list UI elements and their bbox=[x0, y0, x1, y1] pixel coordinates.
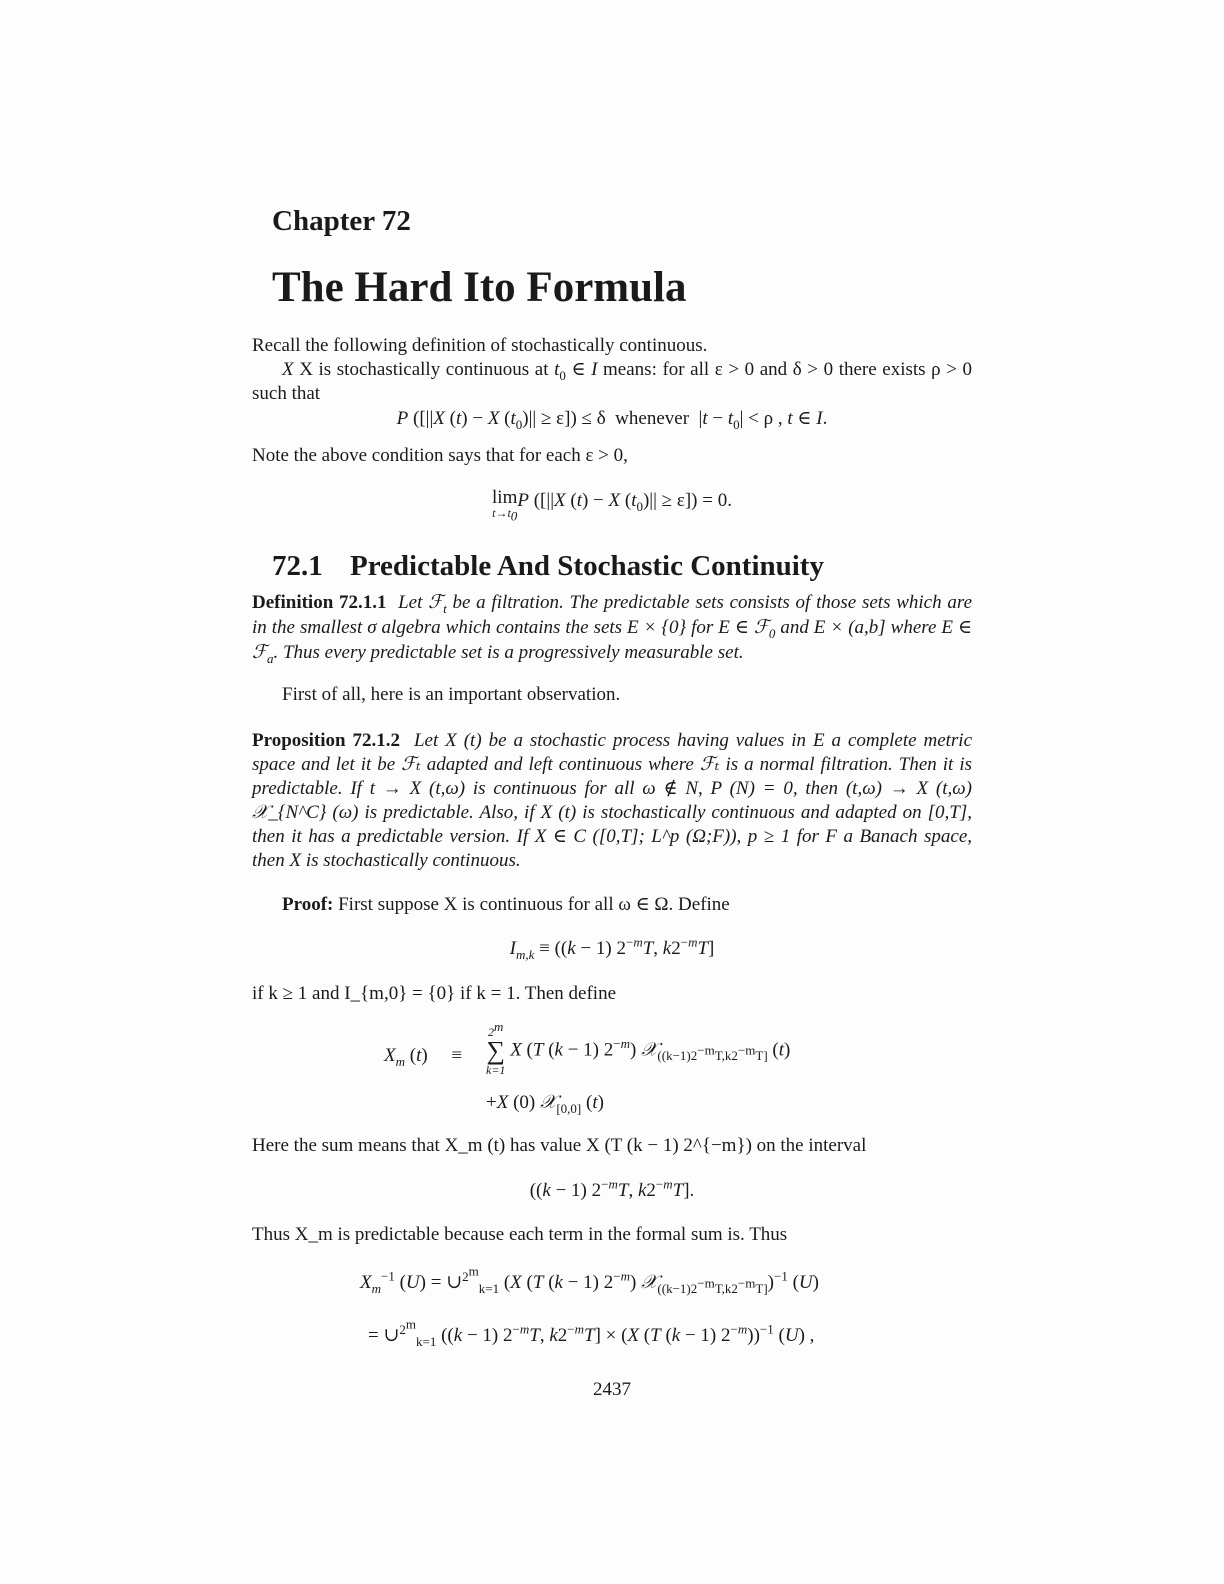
thus-line: Thus X_m is predictable because each term in the formal sum is. Thus bbox=[252, 1224, 788, 1245]
continuity-inequality: P ([||X (t) − X $(t_0)|| \ge \varepsilon]) \le \delta$ whenever $|t - t_0| < \rho$ , t ∈ I. bbox=[396, 408, 828, 432]
note-text: Note the above condition says that for each ε > 0, bbox=[252, 445, 628, 466]
interval-definition: $I_{m,k} \equiv ((k - 1)$ $2^{-m}T$, $k2^{-m}T$] bbox=[509, 934, 715, 962]
limit-operator: lim $t\to t_0$ bbox=[492, 487, 518, 524]
section-title: Predictable And Stochastic Continuity bbox=[350, 550, 824, 582]
preimage-equation-1: $X_m^{-1}$ (U) = ∪$^{2^m}_{k=1}$ (X (T (k − 1) $2^{-m}$) 𝒳$_{((k-1)2^{-m}T,k2^{-m}T]}$)$^{-1}$ (U) bbox=[360, 1263, 819, 1296]
definition-label: Definition 72.1.1 bbox=[252, 592, 387, 613]
observation-text: First of all, here is an important observation. bbox=[282, 684, 621, 705]
proof-text: First suppose X is continuous for all ω ∈ Ω. Define bbox=[338, 894, 730, 915]
chapter-label: Chapter 72 bbox=[272, 205, 411, 237]
definition-text-2: be a filtration. The predictable sets consists of those sets which are in the smallest σ algebra which contains the sets E × {0} for E ∈ bbox=[252, 592, 973, 638]
definition-text-4: . Thus every predictable set is a progressively measurable set. bbox=[273, 642, 744, 663]
section-number: 72.1 bbox=[272, 550, 323, 582]
chapter-title: The Hard Ito Formula bbox=[272, 264, 687, 311]
xm-sum-expression: 2$^m$ ∑ k=1 X (T (k − 1) $2^{-m}$) 𝒳$_{((k-1)2^{-m}T,k2^{-m}T]}$ (t) bbox=[486, 1019, 791, 1077]
definition-block: Definition 72.1.1 Let ℱ$_t$ be a filtration. The predictable sets consists of those sets which are in the smallest σ algebra which contains the sets E × {0} for E ∈ ℱ$_0$ and E × (a,b] where E ∈ ℱ$_a$. Thus every predictable set is a progressively measurable set. bbox=[252, 591, 973, 666]
section-heading bbox=[272, 549, 824, 583]
such-that: such that bbox=[252, 383, 321, 404]
here-the-sum-text: Here the sum means that X_m (t) has value X (T (k − 1) 2^{−m}) on the interval bbox=[252, 1135, 867, 1156]
xm-lhs: $X_m$ (t) ≡ bbox=[384, 1045, 463, 1069]
proof-intro bbox=[252, 893, 972, 917]
proof-label: Proof: bbox=[282, 894, 334, 915]
definition-start: X is stochastically continuous at bbox=[299, 359, 549, 380]
summation-operator: 2$^m$ ∑ k=1 bbox=[486, 1019, 506, 1077]
preimage-equation-2: = ∪$^{2^m}_{k=1}$ ((k − 1) $2^{-m}T$, $k2^{-m}T] \times (X$ (T (k − 1) $2^{-m}))^{-1}$ (U) , bbox=[368, 1316, 815, 1349]
interval-display: ((k − 1) $2^{-m}T$, $k2^{-m}T$]. bbox=[529, 1176, 695, 1201]
stochastic-continuity-definition: X X is stochastically continuous at $t_0$ ∈ I means: for all ε > 0 and δ > 0 there exists ρ > 0 such that bbox=[252, 359, 973, 404]
if-line: if k ≥ 1 and I_{m,0} = {0} if k = 1. Then define bbox=[252, 983, 617, 1004]
definition-mid: means: for all ε > 0 and δ > 0 there exists ρ > 0 bbox=[603, 359, 973, 380]
proposition-block bbox=[252, 729, 972, 873]
limit-equation: lim $t\to t_0$ P ([||X (t) − X $(t_0)|| \ge \varepsilon]) = 0$. bbox=[492, 487, 732, 524]
proposition-label: Proposition 72.1.2 bbox=[252, 730, 401, 751]
definition-text-3: and E × (a,b] where E ∈ bbox=[780, 617, 973, 638]
definition-text-1: Let bbox=[398, 592, 423, 613]
page-number: 2437 bbox=[593, 1379, 631, 1400]
recall-text: Recall the following definition of stochastically continuous. bbox=[252, 335, 708, 356]
xm-zero-term: +X (0) 𝒳$_{[0,0]}$ (t) bbox=[486, 1091, 604, 1116]
whenever-word: whenever bbox=[615, 408, 690, 429]
proposition-text: Let X (t) be a stochastic process having values in E a complete metric space and let it be ℱₜ adapted and left continuous where ℱₜ is a normal filtration. Then it is predictable. If t → X (t,ω) is continuous for all ω ∉ N, P (N) = 0, then (t,ω) → X (t,ω) 𝒳_{N^C} (ω) is predictable. Also, if X (t) is stochastically continuous and adapted on [0,T], then it has a predictable version. If X ∈ C ([0,T]; L^p (Ω;F)), p ≥ 1 for F a Banach space, then X is stochastically continuous. bbox=[252, 730, 973, 871]
